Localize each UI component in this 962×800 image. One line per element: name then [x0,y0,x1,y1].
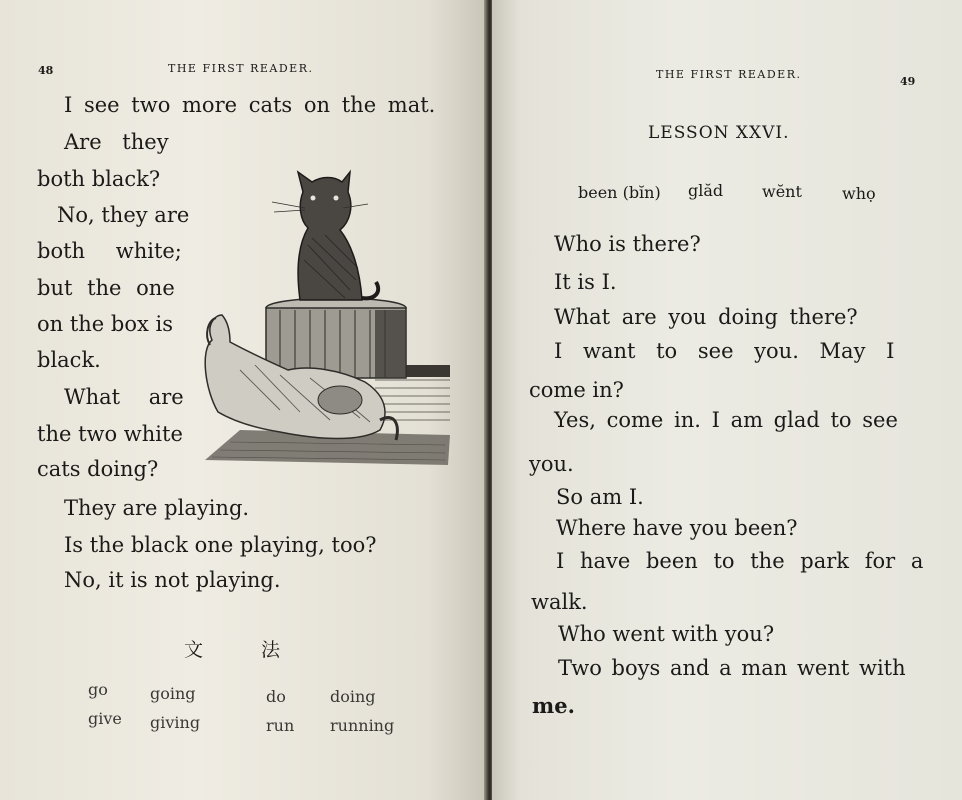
vocab-word: wĕnt [762,182,802,201]
text-line: Where have you been? [556,516,798,540]
left-running-header: THE FIRST READER. [168,62,314,75]
text-line: both white; [37,239,182,263]
text-line: the two white [37,422,183,446]
grammar-word: running [330,716,395,735]
text-line: Yes, come in. I am glad to see [554,408,898,432]
right-running-header: THE FIRST READER. [656,68,802,81]
text-line: on the box is [37,312,174,336]
grammar-word: doing [330,687,376,706]
text-line: come in? [529,378,624,402]
vocab-word: been (bĭn) [578,183,661,202]
grammar-word: giving [150,713,201,732]
vocab-word: whọ [842,184,876,203]
text-line: They are playing. [64,496,250,520]
text-line: No, it is not playing. [64,568,281,592]
left-page-number: 48 [38,64,54,77]
right-page-number: 49 [900,75,916,88]
grammar-word: run [266,716,295,735]
text-line: black. [37,348,101,372]
text-line: Are they [64,130,169,154]
grammar-word: give [88,709,122,728]
grammar-word: going [150,684,196,703]
text-line: you. [529,452,574,476]
cats-on-box-illustration [200,150,455,470]
text-line: What are [64,385,184,409]
grammar-word: do [266,687,286,706]
right-page [492,0,962,800]
lesson-title: LESSON XXVI. [648,123,790,143]
text-line: So am I. [556,485,644,509]
text-line: No, they are [57,203,190,227]
text-line: What are you doing there? [554,305,858,329]
text-line: me. [532,693,575,718]
text-line: Who went with you? [558,622,775,646]
grammar-word: go [88,680,108,699]
text-line: Is the black one playing, too? [64,533,377,557]
vocab-word: glăd [688,181,724,200]
grammar-heading: 文 法 [184,639,283,661]
text-line: Who is there? [554,232,701,256]
text-line: I want to see you. May I [554,339,895,363]
text-line: I see two more cats on the mat. [64,93,436,117]
text-line: both black? [37,167,161,191]
text-line: Two boys and a man went with [558,656,906,680]
text-line: but the one [37,276,175,300]
text-line: cats doing? [37,457,159,481]
text-line: walk. [531,590,588,614]
text-line: It is I. [554,270,617,294]
text-line: I have been to the park for a [556,549,924,573]
